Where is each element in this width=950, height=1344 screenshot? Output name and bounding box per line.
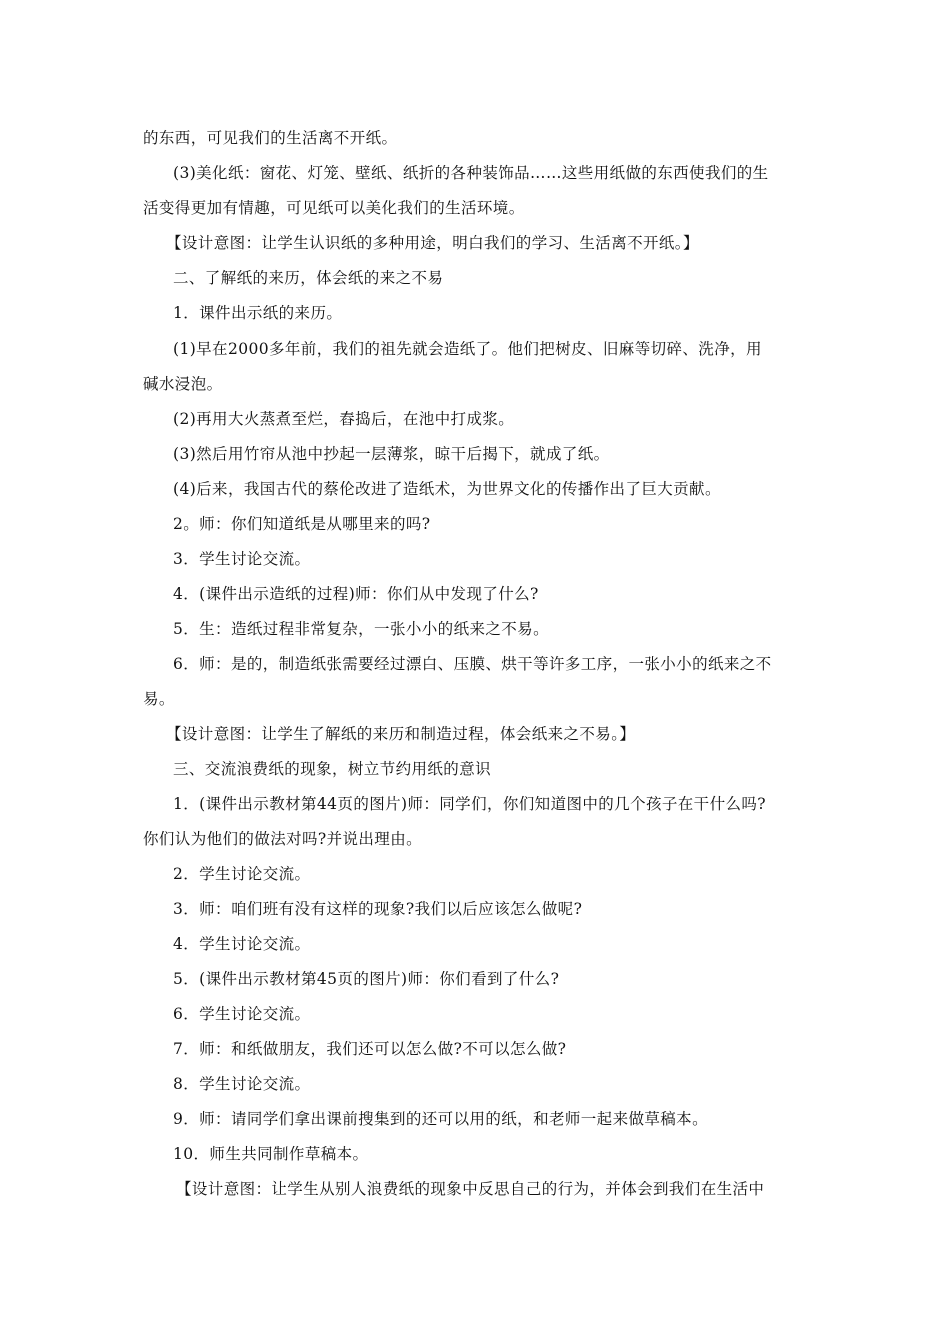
- text-line: (3)美化纸：窗花、灯笼、壁纸、纸折的各种装饰品……这些用纸做的东西使我们的生: [173, 164, 769, 182]
- text-line: 碱水浸泡。: [143, 375, 223, 393]
- text-line: 3．师：咱们班有没有这样的现象?我们以后应该怎么做呢?: [173, 900, 583, 918]
- text-line: 易。: [143, 690, 175, 708]
- text-line: 6．师：是的，制造纸张需要经过漂白、压膜、烘干等许多工序，一张小小的纸来之不: [173, 655, 772, 673]
- text-line: 活变得更加有情趣，可见纸可以美化我们的生活环境。: [143, 199, 525, 217]
- text-line: 1．课件出示纸的来历。: [173, 304, 343, 322]
- text-line: 5．生：造纸过程非常复杂，一张小小的纸来之不易。: [173, 620, 549, 638]
- text-line: 4．(课件出示造纸的过程)师：你们从中发现了什么?: [173, 585, 539, 603]
- design-intent-note: 【设计意图：让学生从别人浪费纸的现象中反思自己的行为，并体会到我们在生活中: [176, 1180, 765, 1198]
- text-line: (1)早在2000多年前，我们的祖先就会造纸了。他们把树皮、旧麻等切碎、洗净，用: [173, 340, 762, 358]
- text-line: 1．(课件出示教材第44页的图片)师：同学们，你们知道图中的几个孩子在干什么吗?: [173, 795, 766, 813]
- text-line: 5．(课件出示教材第45页的图片)师：你们看到了什么?: [173, 970, 560, 988]
- text-line: (4)后来，我国古代的蔡伦改进了造纸术，为世界文化的传播作出了巨大贡献。: [173, 480, 721, 498]
- text-line: 4．学生讨论交流。: [173, 935, 311, 953]
- section-heading: 三、交流浪费纸的现象，树立节约用纸的意识: [173, 760, 492, 778]
- design-intent-note: 【设计意图：让学生了解纸的来历和制造过程，体会纸来之不易。】: [166, 725, 636, 743]
- text-line: 3．学生讨论交流。: [173, 550, 311, 568]
- text-line: 你们认为他们的做法对吗?并说出理由。: [143, 830, 423, 848]
- text-line: 8．学生讨论交流。: [173, 1075, 311, 1093]
- text-line: 6．学生讨论交流。: [173, 1005, 311, 1023]
- section-heading: 二、了解纸的来历，体会纸的来之不易: [173, 269, 444, 287]
- design-intent-note: 【设计意图：让学生认识纸的多种用途，明白我们的学习、生活离不开纸。】: [166, 234, 699, 252]
- text-line: 2．学生讨论交流。: [173, 865, 311, 883]
- text-line: (2)再用大火蒸煮至烂，舂捣后，在池中打成浆。: [173, 410, 515, 428]
- text-line: 9．师：请同学们拿出课前搜集到的还可以用的纸，和老师一起来做草稿本。: [173, 1110, 708, 1128]
- text-line: (3)然后用竹帘从池中抄起一层薄浆，晾干后揭下，就成了纸。: [173, 445, 610, 463]
- text-line: 10．师生共同制作草稿本。: [173, 1145, 369, 1163]
- text-line: 2。师：你们知道纸是从哪里来的吗?: [173, 515, 431, 533]
- text-line: 7．师：和纸做朋友，我们还可以怎么做?不可以怎么做?: [173, 1040, 567, 1058]
- text-line: 的东西，可见我们的生活离不开纸。: [143, 129, 398, 147]
